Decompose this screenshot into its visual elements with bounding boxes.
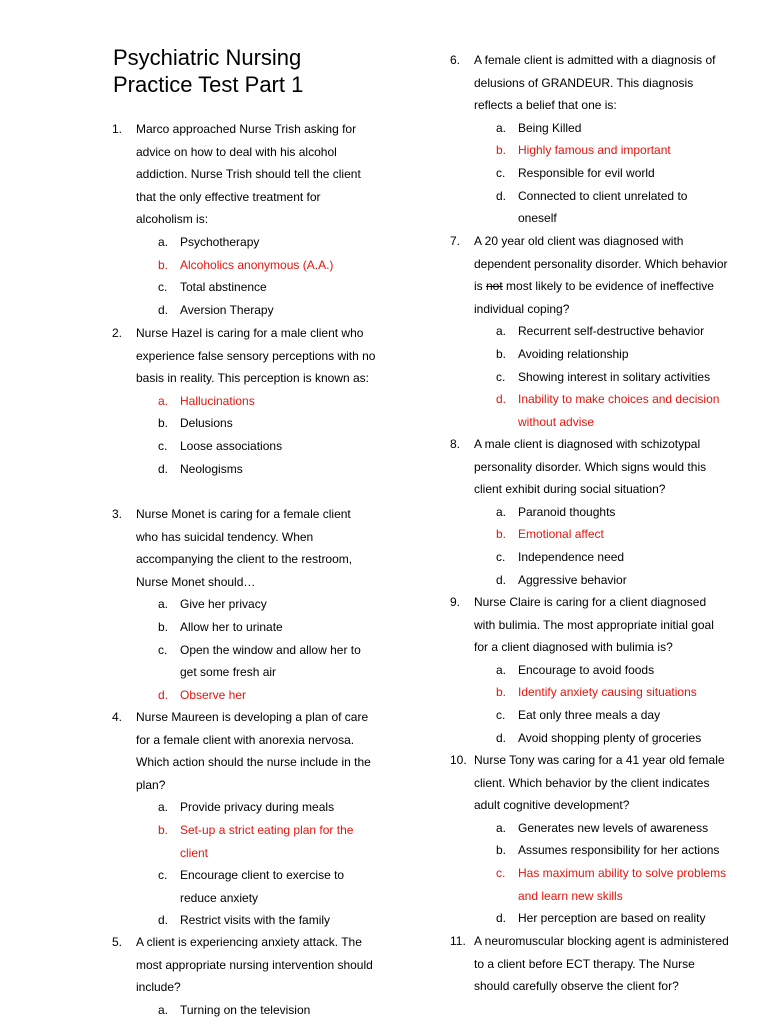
- question-number: 6.: [450, 53, 461, 67]
- option-d: d. Avoid shopping plenty of groceries: [496, 730, 702, 745]
- question-11: [450, 930, 730, 998]
- question-10: [450, 749, 730, 930]
- option-b-answer: b. Alcoholics anonymous (A.A.): [158, 257, 334, 272]
- question-7: [450, 230, 730, 433]
- option-c: c. Eat only three meals a day: [496, 707, 661, 722]
- question-number: 2.: [112, 326, 123, 340]
- option-c: c. Showing interest in solitary activities: [496, 369, 711, 384]
- option-d: d. Neologisms: [158, 461, 243, 476]
- option-d-answer: d. Inability to make choices and decision without advise: [496, 392, 720, 429]
- question-8: [450, 433, 730, 591]
- option-a: a. Generates new levels of awareness: [496, 820, 709, 835]
- option-a: a. Being Killed: [496, 120, 582, 135]
- question-number: 3.: [112, 507, 123, 521]
- question-number: 5.: [112, 935, 123, 949]
- option-c: c. Open the window and allow her to get some fresh air: [158, 642, 361, 680]
- page-title: [113, 44, 303, 98]
- option-d-answer: d. Observe her: [158, 687, 247, 702]
- question-number: 11.: [450, 934, 466, 948]
- question-stem: Nurse Tony was caring for a 41 year old female client. Which behavior by the client indicates adult cognitive development?: [474, 753, 725, 813]
- title-line-2: Practice Test Part 1: [113, 72, 304, 97]
- option-d: d. Restrict visits with the family: [158, 913, 331, 928]
- option-c: c. Total abstinence: [158, 280, 267, 295]
- question-5: [112, 931, 384, 1021]
- option-a: a. Recurrent self-destructive behavior: [496, 324, 705, 339]
- question-6: [450, 49, 728, 230]
- question-1: [112, 118, 374, 321]
- option-b: b. Assumes responsibility for her actions: [496, 843, 720, 858]
- option-c-answer: c. Has maximum ability to solve problems and learn new skills: [496, 865, 727, 903]
- option-a: a. Turning on the television: [158, 1002, 311, 1017]
- option-d: d. Connected to client unrelated to oneself: [496, 188, 688, 226]
- option-a: a. Psychotherapy: [158, 234, 260, 249]
- question-number: 7.: [450, 234, 461, 248]
- question-number: 4.: [112, 710, 123, 724]
- option-c: c. Loose associations: [158, 438, 283, 453]
- option-b: b. Avoiding relationship: [496, 346, 629, 361]
- option-b-answer: b. Highly famous and important: [496, 143, 671, 158]
- option-b-answer: b. Set-up a strict eating plan for the client: [158, 822, 354, 860]
- option-a: a. Encourage to avoid foods: [496, 662, 655, 677]
- option-a: a. Provide privacy during meals: [158, 800, 335, 815]
- option-d: d. Aggressive behavior: [496, 572, 627, 587]
- option-a-answer: a. Hallucinations: [158, 393, 255, 408]
- question-stem: Nurse Maureen is developing a plan of care for a female client with anorexia nervosa. Which action should the nurse include in the plan?: [136, 710, 371, 792]
- question-stem: A client is experiencing anxiety attack. The most appropriate nursing intervention should include?: [136, 935, 373, 995]
- question-number: 10.: [450, 753, 467, 767]
- question-2: [112, 322, 382, 480]
- question-stem: Nurse Claire is caring for a client diagnosed with bulimia. The most appropriate initial goal for a client diagnosed with bulimia is?: [474, 595, 714, 655]
- question-stem: A 20 year old client was diagnosed with dependent personality disorder. Which behavior is not most likely to be evidence of ineffective individual coping?: [474, 234, 728, 316]
- option-c: c. Encourage client to exercise to reduce anxiety: [158, 868, 345, 905]
- question-stem: A neuromuscular blocking agent is administered to a client before ECT therapy. The Nurse should carefully observe the client for?: [474, 934, 729, 994]
- question-9: [450, 591, 730, 749]
- option-c: c. Independence need: [496, 549, 625, 564]
- question-stem: Nurse Monet is caring for a female client who has suicidal tendency. When accompanying the client to the restroom, Nurse Monet should…: [136, 507, 353, 589]
- question-number: 9.: [450, 595, 461, 609]
- question-stem: Marco approached Nurse Trish asking for advice on how to deal with his alcohol addiction. Nurse Trish should tell the client that the only effective treatment for alcoholism is:: [136, 122, 361, 227]
- question-stem: Nurse Hazel is caring for a male client who experience false sensory perceptions with no basis in reality. This perception is known as:: [136, 326, 376, 386]
- option-d: d. Her perception are based on reality: [496, 911, 706, 926]
- option-b: b. Allow her to urinate: [158, 619, 283, 634]
- option-d: d. Aversion Therapy: [158, 302, 274, 317]
- question-stem: A female client is admitted with a diagnosis of delusions of GRANDEUR. This diagnosis reflects a belief that one is:: [474, 53, 716, 113]
- option-a: a. Paranoid thoughts: [496, 504, 616, 519]
- option-a: a. Give her privacy: [158, 597, 267, 612]
- option-b-answer: b. Identify anxiety causing situations: [496, 685, 697, 700]
- question-3: [112, 503, 374, 706]
- option-c: c. Responsible for evil world: [496, 165, 655, 180]
- title-line-1: Psychiatric Nursing: [113, 45, 302, 70]
- option-b-answer: b. Emotional affect: [496, 527, 604, 542]
- question-stem: A male client is diagnosed with schizotypal personality disorder. Which signs would this client exhibit during social situation?: [474, 437, 707, 497]
- question-4: [112, 706, 384, 932]
- question-number: 8.: [450, 437, 461, 451]
- option-b: b. Delusions: [158, 416, 233, 431]
- question-number: 1.: [112, 122, 123, 136]
- struck-word-not: not: [486, 279, 503, 294]
